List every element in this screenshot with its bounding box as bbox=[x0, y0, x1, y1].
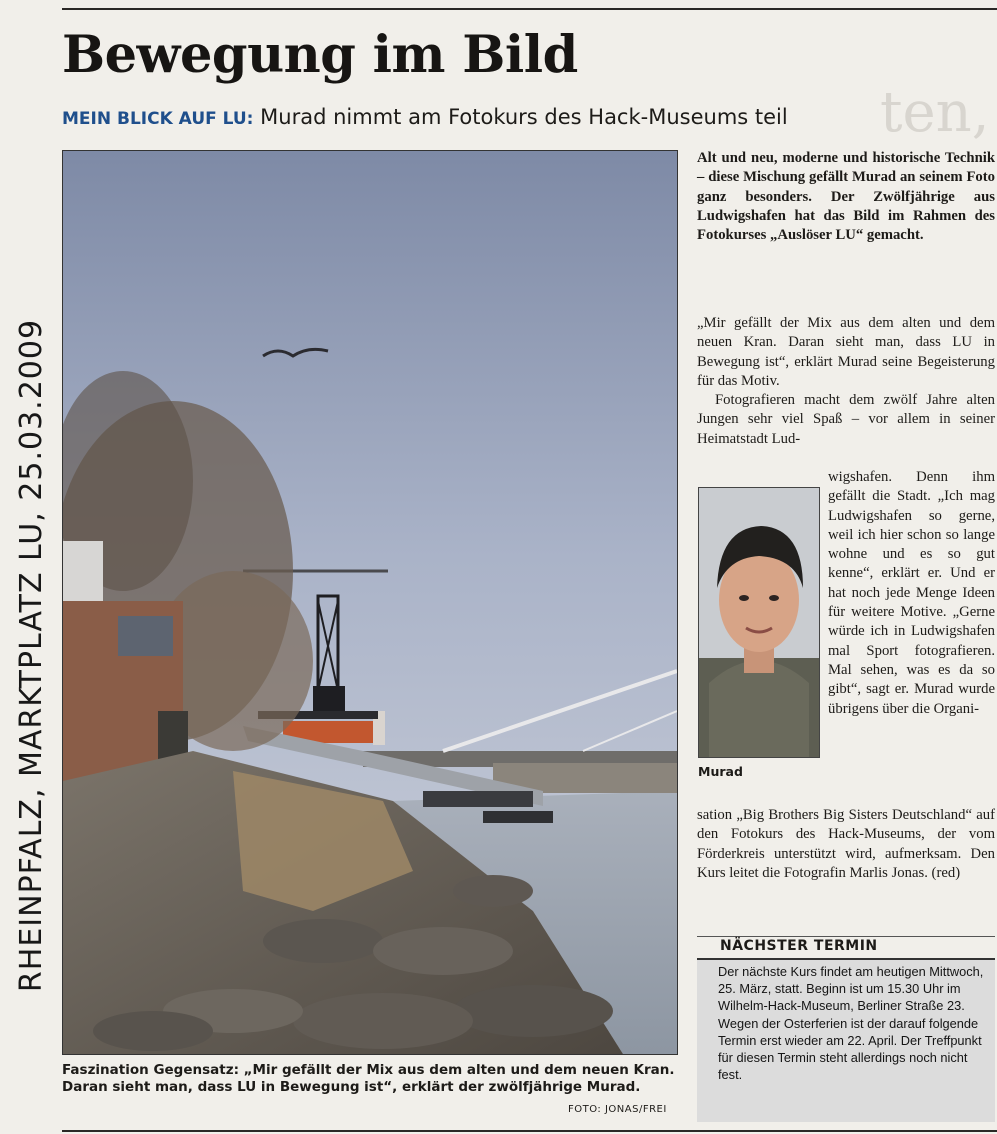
stamp-text: RHEINPFALZ, MARKTPLATZ LU, 25.03.2009 bbox=[14, 318, 50, 992]
kicker bbox=[62, 103, 788, 133]
article-body-wrap: wigshafen. Denn ihm gefällt die Stadt. „Ich mag Ludwigshafen so gerne, weil ich hier schon so lange wohne und es so gut kenne“, erklärt er. Und er hat noch jede Menge Ideen für weitere Motive. „Gerne würde ich in Ludwigshafen mal Sport fotografieren. Mal sehen, was es da so gibt“, sagt er. Murad wurde übrigens über die Organi- bbox=[828, 469, 995, 717]
photo-credit: FOTO: JONAS/FREI bbox=[568, 1104, 667, 1115]
portrait-photo bbox=[698, 487, 820, 758]
body-paragraph-1: „Mir gefällt der Mix aus dem alten und dem neuen Kran. Daran sieht man, dass LU in Bewegung ist“, erklärt Murad seine Begeisterung für das Motiv. bbox=[697, 315, 995, 389]
kicker-label: MEIN BLICK AUF LU: bbox=[62, 109, 254, 129]
headline: Bewegung im Bild bbox=[62, 25, 578, 85]
portrait-label: Murad bbox=[698, 764, 743, 779]
bleed-through-text: ten, bbox=[880, 80, 990, 145]
article-body-top bbox=[697, 314, 995, 449]
termin-text: Der nächste Kurs findet am heutigen Mittwoch, 25. März, statt. Beginn ist um 15.30 Uhr im Wilhelm-Hack-Museum, Berliner Straße 23. Wegen der Osterferien ist der darauf folgende Termin erst wieder am 22. April. Der Treffpunkt für diesen Termin steht allerdings noch nicht fest. bbox=[718, 964, 984, 1083]
photo-caption: Faszination Gegensatz: „Mir gefällt der Mix aus dem alten und dem neuen Kran. Daran sieht man, dass LU in Bewegung ist“, erklärt der zwölfjährige Murad. bbox=[62, 1062, 675, 1095]
riverbank-crane-illustration bbox=[63, 151, 677, 1054]
handwritten-source-stamp bbox=[8, 250, 56, 1060]
kicker-text: Murad nimmt am Fotokurs des Hack-Museums teil bbox=[260, 105, 788, 129]
termin-title: NÄCHSTER TERMIN bbox=[720, 938, 878, 954]
article-lead: Alt und neu, moderne und historische Technik – diese Mischung gefällt Murad an seinem Foto ganz besonders. Der Zwölfjährige aus Ludwigshafen hat das Bild im Rahmen des Fotokurses „Auslöser LU“ gemacht. bbox=[697, 150, 995, 244]
boy-portrait-illustration bbox=[699, 488, 819, 757]
main-photo bbox=[62, 150, 678, 1055]
termin-top-rule bbox=[697, 936, 995, 937]
bottom-rule bbox=[62, 1130, 997, 1132]
top-rule bbox=[62, 8, 997, 10]
article-body-end: sation „Big Brothers Big Sisters Deutschland“ auf den Fotokurs des Hack-Museums, der vom Förderkreis unterstützt wird, aufmerksam. Den Kurs leitet die Fotografin Marlis Jonas. (red) bbox=[697, 807, 995, 881]
body-paragraph-2-start: Fotografieren macht dem zwölf Jahre alten Jungen sehr viel Spaß – vor allem in seiner Heimatstadt Lud- bbox=[697, 392, 995, 447]
